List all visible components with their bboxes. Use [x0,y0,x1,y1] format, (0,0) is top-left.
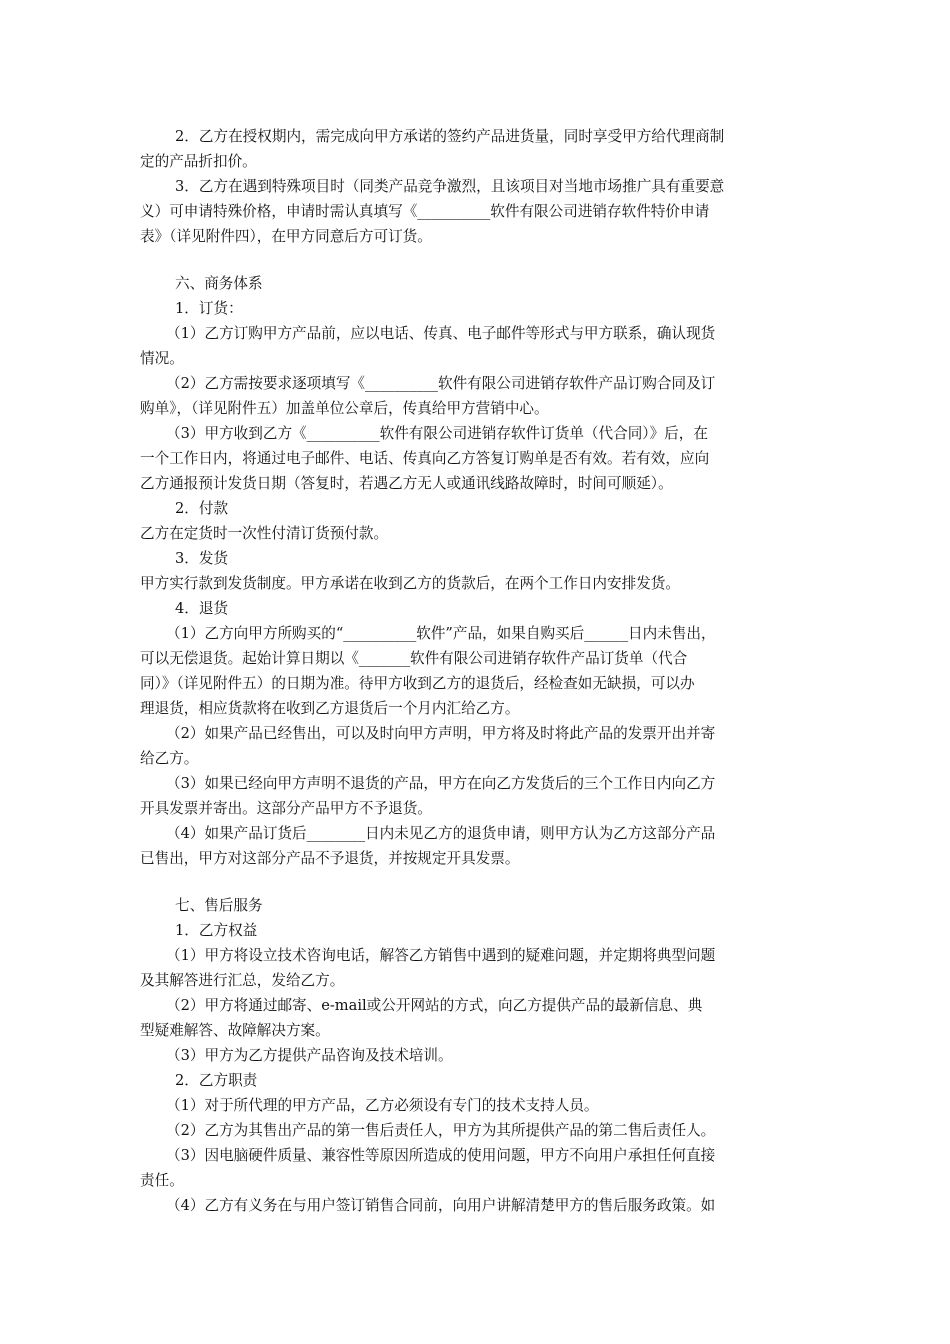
text-line: 一个工作日内，将通过电子邮件、电话、传真向乙方答复订购单是否有效。若有效，应向 [140,450,710,467]
text-line: （4）乙方有义务在与用户签订销售合同前，向用户讲解清楚甲方的售后服务政策。如 [166,1197,716,1214]
text-line: 3．发货 [175,550,229,567]
text-line: （2）如果产品已经售出，可以及时向甲方声明，甲方将及时将此产品的发票开出并寄 [166,725,716,742]
text-line: 开具发票并寄出。这部分产品甲方不予退货。 [140,800,432,817]
text-line: （3）甲方收到乙方《__________软件有限公司进销存软件订货单（代合同）》后，在 [166,425,708,442]
text-line: 乙方在定货时一次性付清订货预付款。 [140,525,389,542]
text-line: 购单》，（详见附件五）加盖单位公章后，传真给甲方营销中心。 [140,400,549,417]
text-line: 及其解答进行汇总，发给乙方。 [140,972,345,989]
text-line: （3）如果已经向甲方声明不退货的产品，甲方在向乙方发货后的三个工作日内向乙方 [166,775,716,792]
text-line: 1．乙方权益 [175,922,258,939]
section-heading: 六、商务体系 [175,275,263,292]
text-line: 甲方实行款到发货制度。甲方承诺在收到乙方的货款后，在两个工作日内安排发货。 [140,575,680,592]
text-line: 2．乙方职责 [175,1072,258,1089]
text-line: （2）甲方将通过邮寄、e-mail或公开网站的方式，向乙方提供产品的最新信息、典 [166,997,703,1014]
text-line: 已售出，甲方对这部分产品不予退货，并按规定开具发票。 [140,850,520,867]
text-line: 给乙方。 [140,750,199,767]
text-line: 1．订货： [175,300,243,317]
text-line: 2．付款 [175,500,229,517]
text-line: 3．乙方在遇到特殊项目时（同类产品竞争激烈，且该项目对当地市场推广具有重要意 [175,178,725,195]
text-line: （1）乙方向甲方所购买的“__________软件”产品，如果自购买后______日内未售出， [166,625,716,642]
text-line: （2）乙方需按要求逐项填写《__________软件有限公司进销存软件产品订购合同及订 [166,375,716,392]
text-line: 理退货，相应货款将在收到乙方退货后一个月内汇给乙方。 [140,700,520,717]
text-line: 表》（详见附件四），在甲方同意后方可订货。 [140,228,432,245]
text-line: 4．退货 [175,600,229,617]
text-line: 情况。 [140,350,184,367]
text-line: 同）》（详见附件五）的日期为准。待甲方收到乙方的退货后，经检查如无缺损，可以办 [140,675,695,692]
text-line: （1）甲方将设立技术咨询电话，解答乙方销售中遇到的疑难问题，并定期将典型问题 [166,947,716,964]
section-heading: 七、售后服务 [175,897,263,914]
text-line: 2．乙方在授权期内，需完成向甲方承诺的签约产品进货量，同时享受甲方给代理商制 [175,128,725,145]
text-line: （1）乙方订购甲方产品前，应以电话、传真、电子邮件等形式与甲方联系，确认现货 [166,325,716,342]
text-line: 可以无偿退货。起始计算日期以《_______软件有限公司进销存软件产品订货单（代合 [140,650,688,667]
text-line: 义）可申请特殊价格，申请时需认真填写《__________软件有限公司进销存软件特价申请 [140,203,710,220]
text-line: （2）乙方为其售出产品的第一售后责任人，甲方为其所提供产品的第二售后责任人。 [166,1122,716,1139]
text-line: 责任。 [140,1172,184,1189]
text-line: 乙方通报预计发货日期（答复时，若遇乙方无人或通讯线路故障时，时间可顺延）。 [140,475,673,492]
text-line: 型疑难解答、故障解决方案。 [140,1022,330,1039]
text-line: （3）甲方为乙方提供产品咨询及技术培训。 [166,1047,453,1064]
text-line: （3）因电脑硬件质量、兼容性等原因所造成的使用问题，甲方不向用户承担任何直接 [166,1147,716,1164]
text-line: （1）对于所代理的甲方产品，乙方必须设有专门的技术支持人员。 [166,1097,599,1114]
text-line: 定的产品折扣价。 [140,153,257,170]
text-line: （4）如果产品订货后________日内未见乙方的退货申请，则甲方认为乙方这部分产品 [166,825,716,842]
